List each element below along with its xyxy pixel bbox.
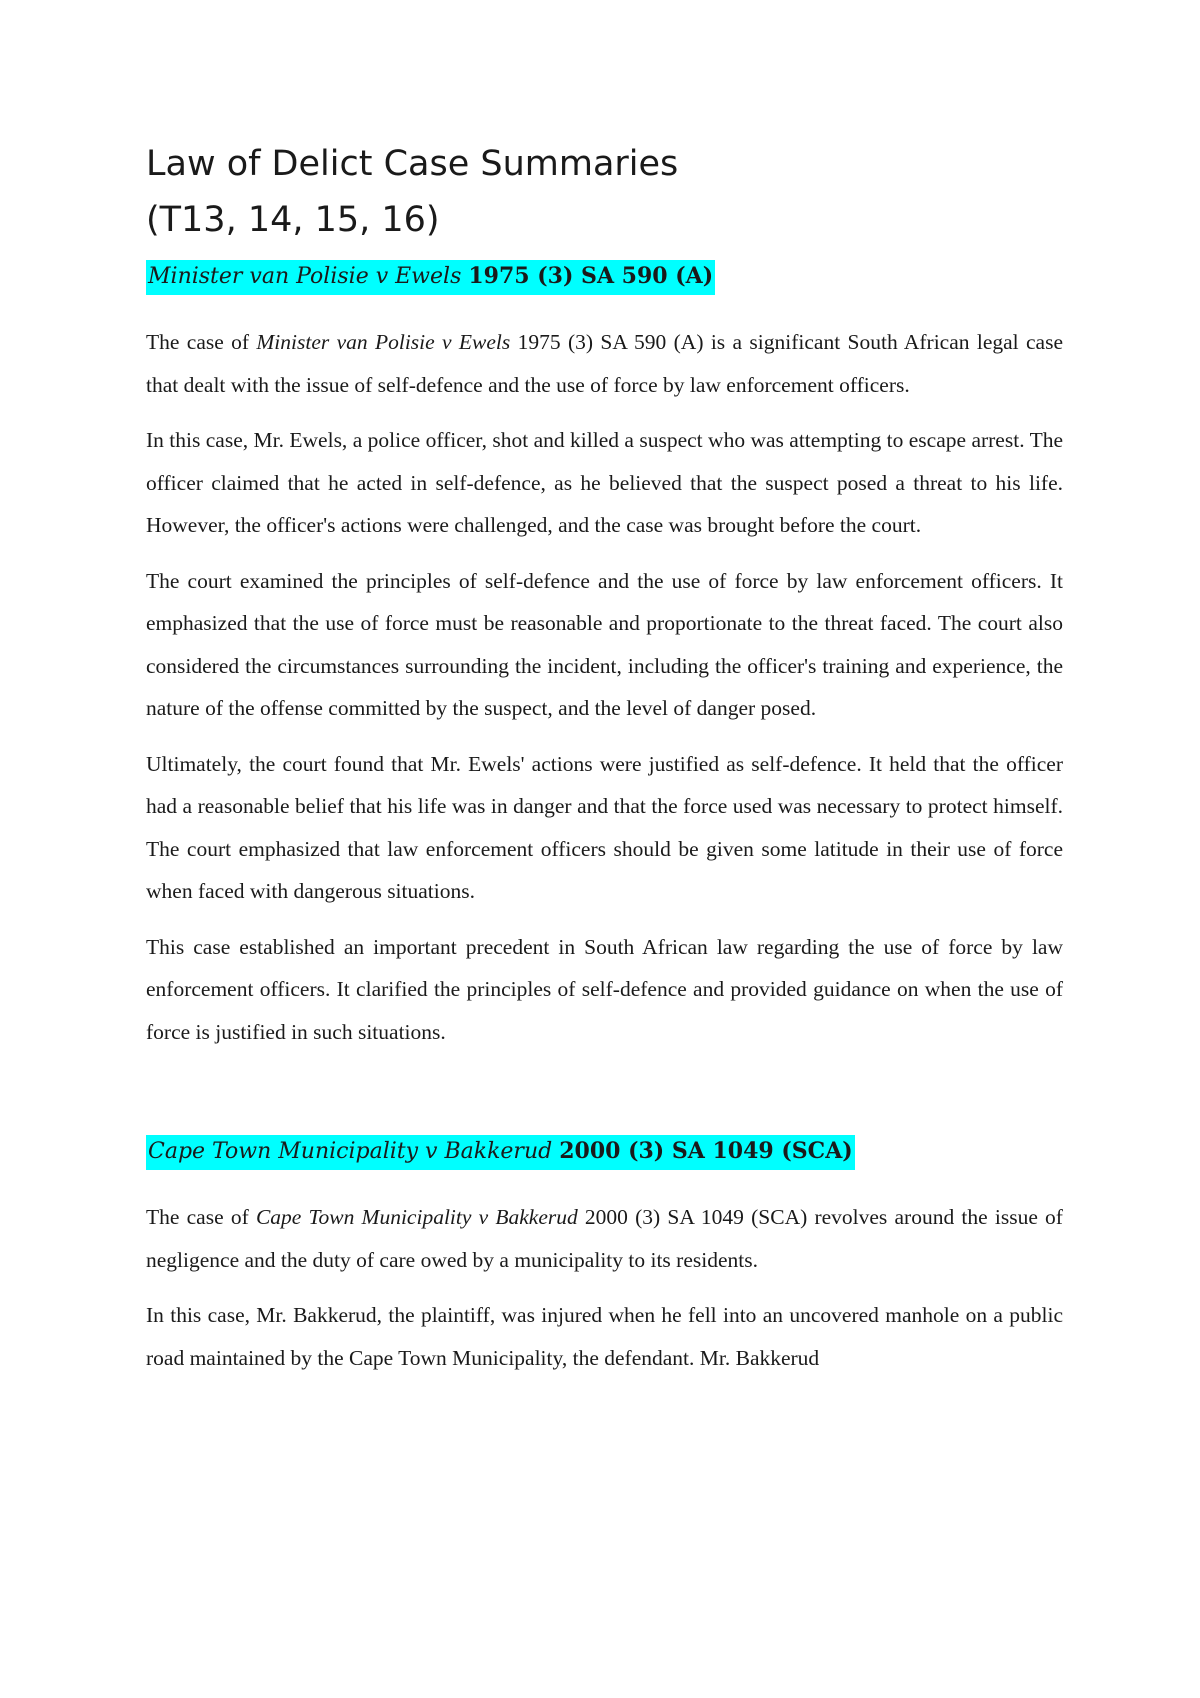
case-citation: 1975 (3) SA 590 (A)	[468, 263, 714, 289]
body-paragraph: This case established an important precedent in South African law regarding the use of force by law enforcement officers. It clarified the principles of self-defence and provided guidance on when the use of force is justified in such situations.	[146, 934, 1063, 1044]
document-body	[146, 136, 1063, 1379]
case-heading-bakkerud	[146, 1131, 1063, 1172]
intro-prefix: The case of	[146, 330, 257, 354]
body-paragraph: In this case, Mr. Ewels, a police officer, shot and killed a suspect who was attempting to escape arrest. The officer claimed that he acted in self-defence, as he believed that the suspect posed a threat to his life. However, the officer's actions were challenged, and the case was brought before the court.	[146, 428, 1063, 537]
case-intro-paragraph	[146, 321, 1063, 406]
body-paragraph: In this case, Mr. Bakkerud, the plaintiff, was injured when he fell into an uncovered manhole on a public road maintained by the Cape Town Municipality, the defendant. Mr. Bakkerud	[146, 1303, 1063, 1370]
case-citation: 2000 (3) SA 1049 (SCA)	[559, 1138, 853, 1164]
intro-suffix: 2000 (3) SA 1049 (SCA) revolves around the issue of negligence and the duty of care owed by a municipality to its residents.	[146, 1205, 1063, 1272]
case-heading-ewels	[146, 256, 1063, 297]
intro-suffix: 1975 (3) SA 590 (A) is a significant South African legal case that dealt with the issue of self-defence and the use of force by law enforcement officers.	[146, 330, 1063, 397]
case-name: Minister van Polisie v Ewels	[148, 264, 462, 289]
intro-case-name: Cape Town Municipality v Bakkerud	[255, 1205, 578, 1229]
section-spacer	[146, 1053, 1063, 1131]
intro-case-name: Minister van Polisie v Ewels	[256, 330, 511, 354]
case-intro-paragraph	[146, 1196, 1063, 1281]
body-paragraph: Ultimately, the court found that Mr. Ewels' actions were justified as self-defence. It held that the officer had a reasonable belief that his life was in danger and that the force used was necessary to protect himself. The court emphasized that law enforcement officers should be given some latitude in their use of force when faced with dangerous situations.	[146, 751, 1063, 903]
case-heading-highlight	[146, 260, 715, 295]
document-title-line-1: Law of Delict Case Summaries	[146, 144, 679, 184]
intro-prefix: The case of	[146, 1205, 256, 1229]
document-title-line-2: (T13, 14, 15, 16)	[146, 200, 440, 240]
case-name: Cape Town Municipality v Bakkerud	[148, 1139, 553, 1164]
body-paragraph: The court examined the principles of self-defence and the use of force by law enforcement officers. It emphasized that the use of force must be reasonable and proportionate to the threat faced. The court also considered the circumstances surrounding the incident, including the officer's training and experience, the nature of the offense committed by the suspect, and the level of danger posed.	[146, 568, 1063, 720]
case-heading-highlight	[146, 1135, 855, 1170]
